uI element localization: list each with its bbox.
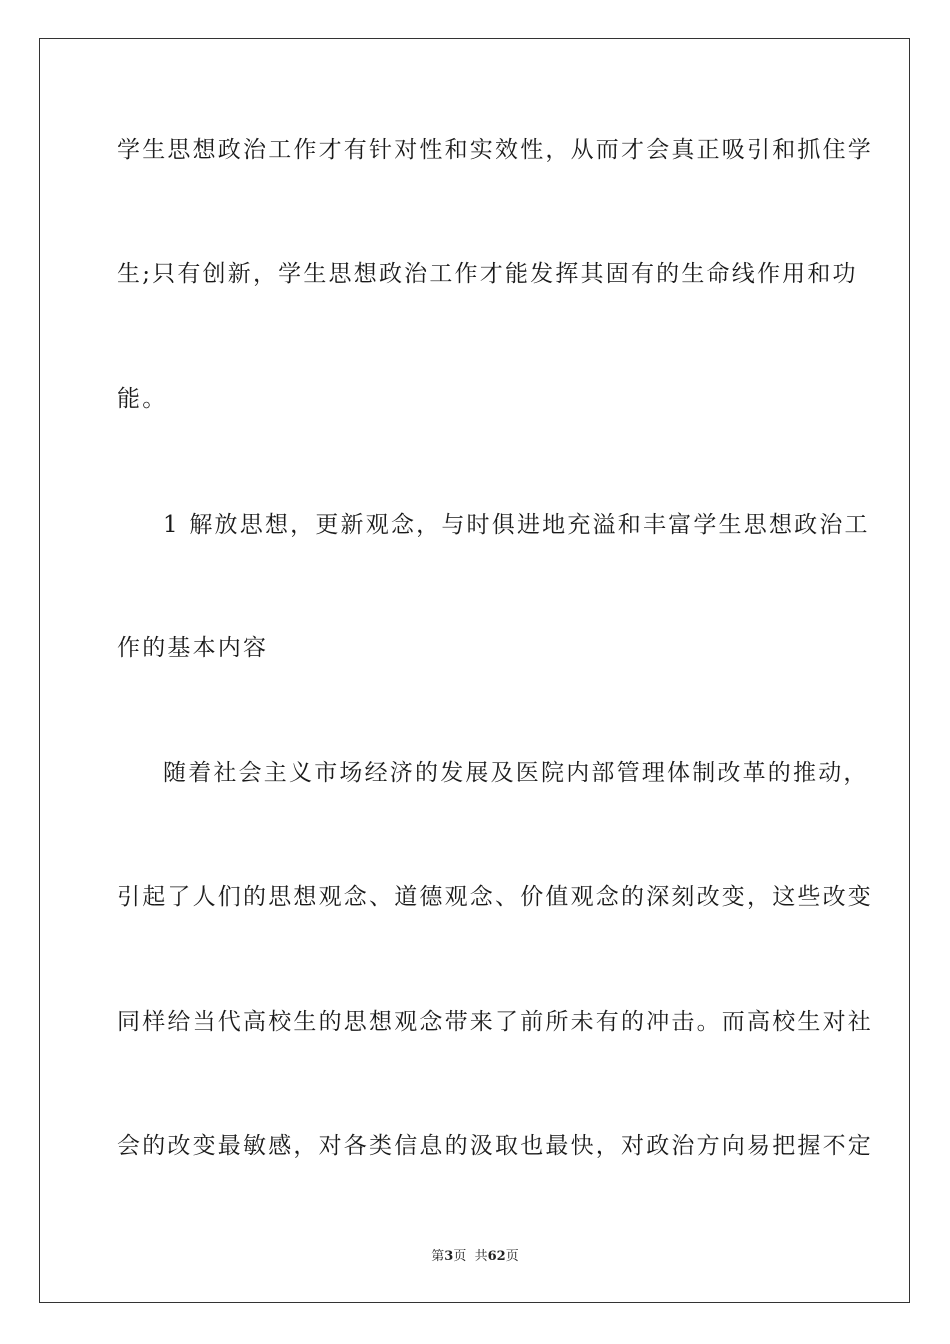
page-suffix: 页 — [505, 1249, 519, 1264]
page-prefix: 第 — [431, 1249, 445, 1264]
page-separator: 页 共 — [453, 1249, 488, 1264]
body-text-line: 能。 — [117, 386, 168, 412]
total-page-count: 62 — [487, 1249, 506, 1264]
page-number-footer — [0, 1248, 950, 1266]
body-text-line: 随着社会主义市场经济的发展及医院内部管理体制改革的推动， — [163, 760, 869, 786]
section-heading-line: 1 解放思想，更新观念，与时俱进地充溢和丰富学生思想政治工 — [163, 512, 870, 538]
body-text-line: 引起了人们的思想观念、道德观念、价值观念的深刻改变，这些改变 — [117, 884, 873, 910]
body-text-line: 会的改变最敏感，对各类信息的汲取也最快，对政治方向易把握不定 — [117, 1133, 873, 1159]
body-text-line: 同样给当代高校生的思想观念带来了前所未有的冲击。而高校生对社 — [117, 1009, 873, 1035]
current-page-number: 3 — [444, 1249, 454, 1264]
body-text-line: 学生思想政治工作才有针对性和实效性，从而才会真正吸引和抓住学 — [117, 137, 873, 163]
body-text-line: 生;只有创新，学生思想政治工作才能发挥其固有的生命线作用和功 — [117, 261, 858, 287]
page-border — [39, 38, 910, 1303]
section-heading-line: 作的基本内容 — [117, 635, 269, 661]
